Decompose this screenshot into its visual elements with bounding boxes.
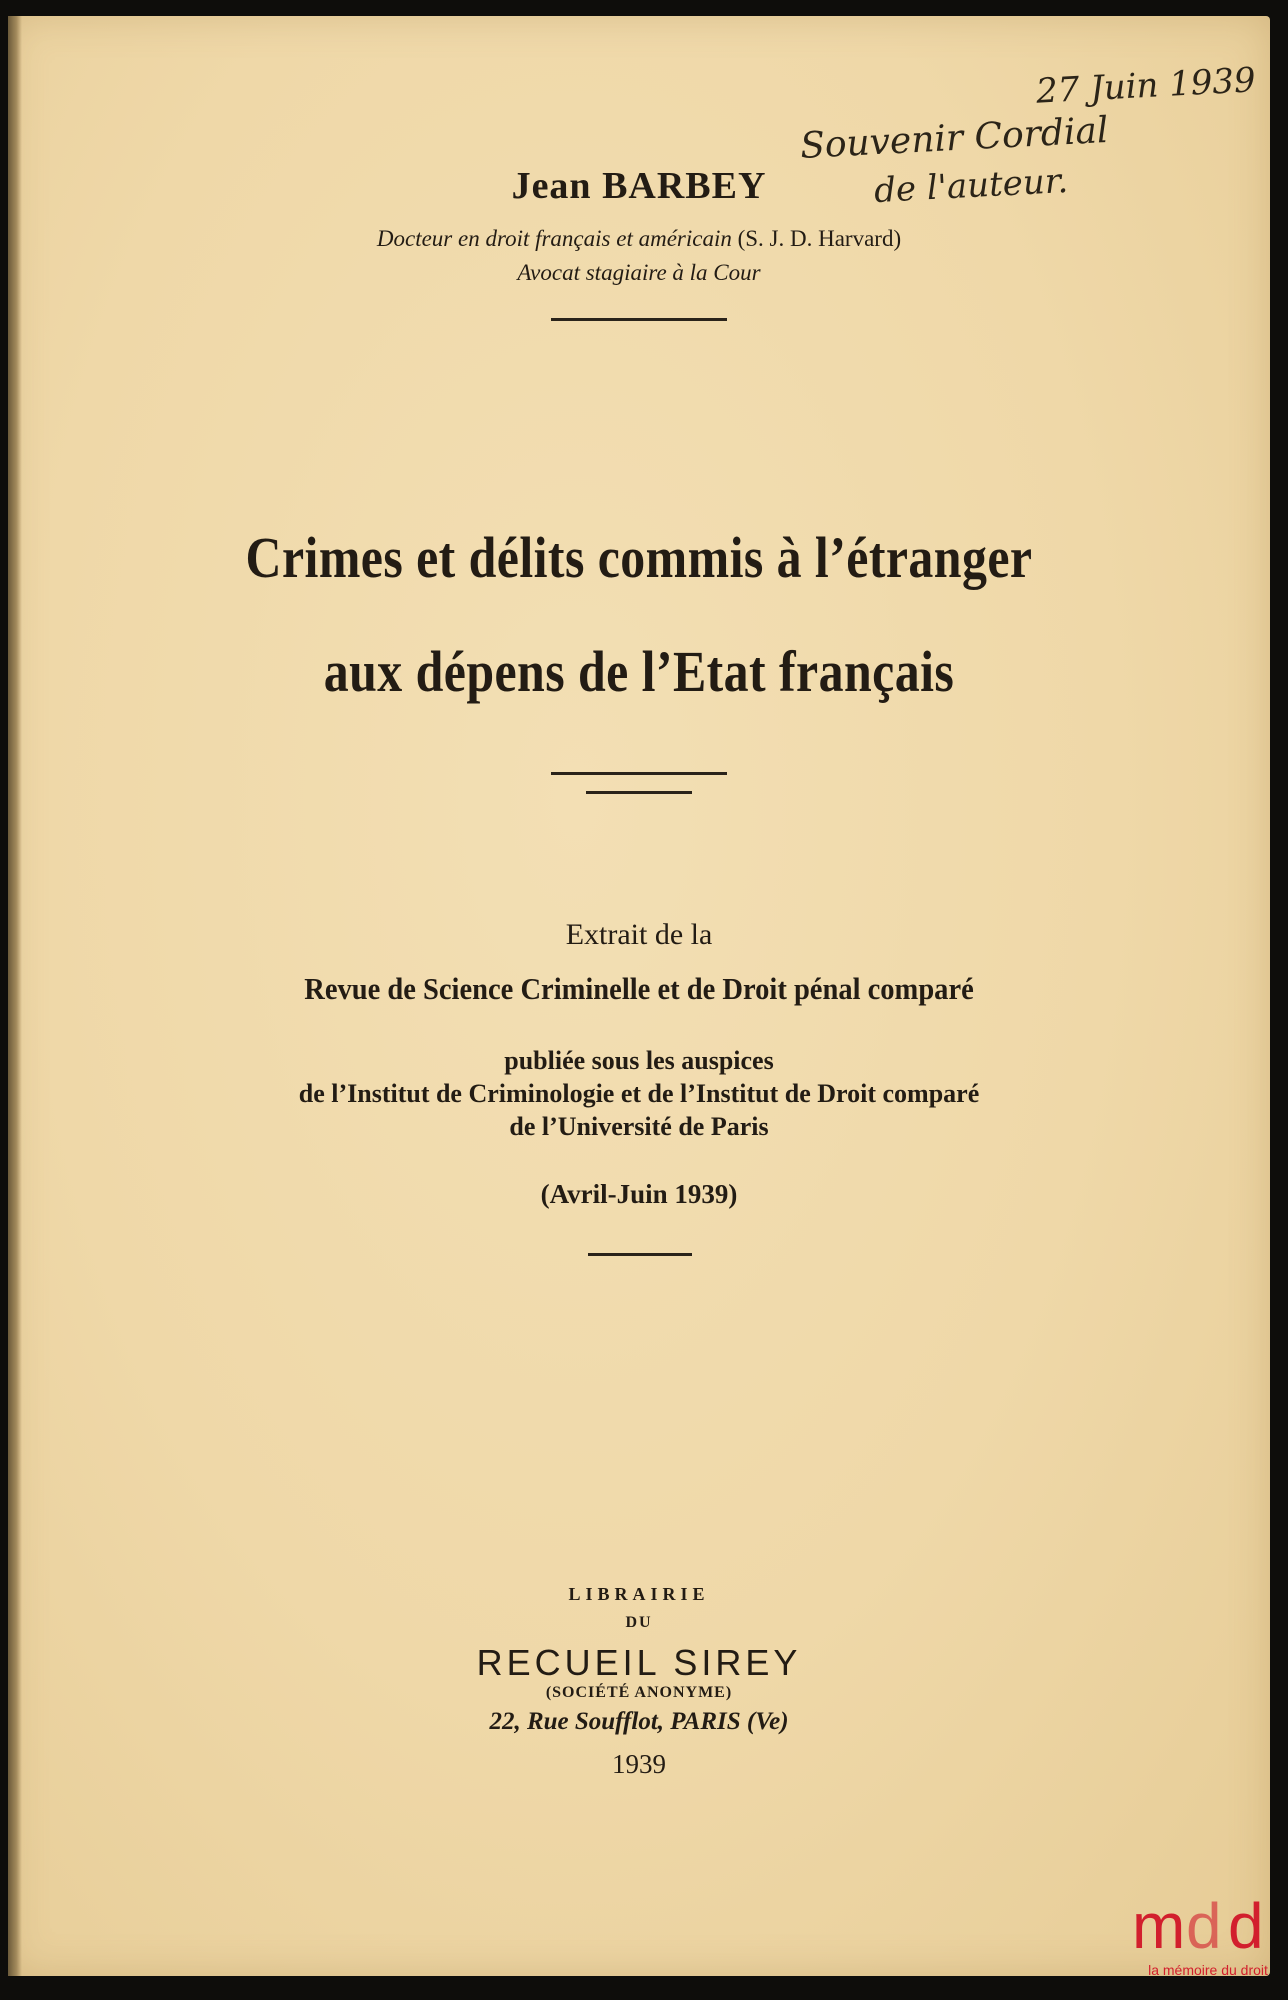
publication-year: 1939 bbox=[612, 1749, 666, 1779]
author-name: Jean BARBEY bbox=[511, 165, 767, 207]
publisher-librairie: LIBRAIRIE bbox=[568, 1584, 710, 1604]
author-position: Avocat stagiaire à la Cour bbox=[517, 260, 761, 285]
mdd-logo bbox=[1128, 1890, 1288, 2000]
mdd-logo-mark bbox=[1128, 1890, 1288, 1960]
divider-rule bbox=[551, 318, 727, 321]
svg-text:d: d bbox=[1186, 1890, 1222, 1960]
published-line-2: de l’Institut de Criminologie et de l’Institut de Droit comparé bbox=[298, 1079, 980, 1108]
svg-text:d: d bbox=[1228, 1890, 1264, 1960]
mdd-logo-text: la mémoire du droit bbox=[1148, 1962, 1268, 1978]
handwritten-dedication-line2: de l'auteur. bbox=[873, 160, 1070, 212]
divider-rule bbox=[586, 791, 692, 794]
published-line-3: de l’Université de Paris bbox=[509, 1112, 769, 1141]
publisher-address: 22, Rue Soufflot, PARIS (Ve) bbox=[489, 1708, 789, 1735]
svg-text:m: m bbox=[1132, 1890, 1182, 1960]
document-page bbox=[8, 16, 1270, 1976]
publisher-du: DU bbox=[625, 1614, 653, 1631]
publisher-company-type: (SOCIÉTÉ ANONYME) bbox=[545, 1684, 733, 1701]
issue-date: (Avril-Juin 1939) bbox=[540, 1179, 738, 1209]
divider-rule bbox=[588, 1253, 692, 1256]
divider-rule bbox=[551, 772, 727, 775]
title-line-1: Crimes et délits commis à l’étranger bbox=[245, 525, 1033, 590]
published-line-1: publiée sous les auspices bbox=[504, 1046, 774, 1075]
title-line-2: aux dépens de l’Etat français bbox=[323, 639, 955, 704]
handwritten-date: 27 Juin 1939 bbox=[1035, 60, 1257, 112]
author-qualification bbox=[8, 226, 1270, 252]
author-degree-detail: (S. J. D. Harvard) bbox=[737, 226, 902, 251]
handwritten-dedication-line1: Souvenir Cordial bbox=[799, 109, 1110, 168]
extract-intro: Extrait de la bbox=[565, 918, 713, 951]
publisher-name: RECUEIL SIREY bbox=[476, 1642, 802, 1683]
journal-title: Revue de Science Criminelle et de Droit pénal comparé bbox=[304, 971, 974, 1006]
author-degree: Docteur en droit français et américain bbox=[376, 226, 732, 251]
